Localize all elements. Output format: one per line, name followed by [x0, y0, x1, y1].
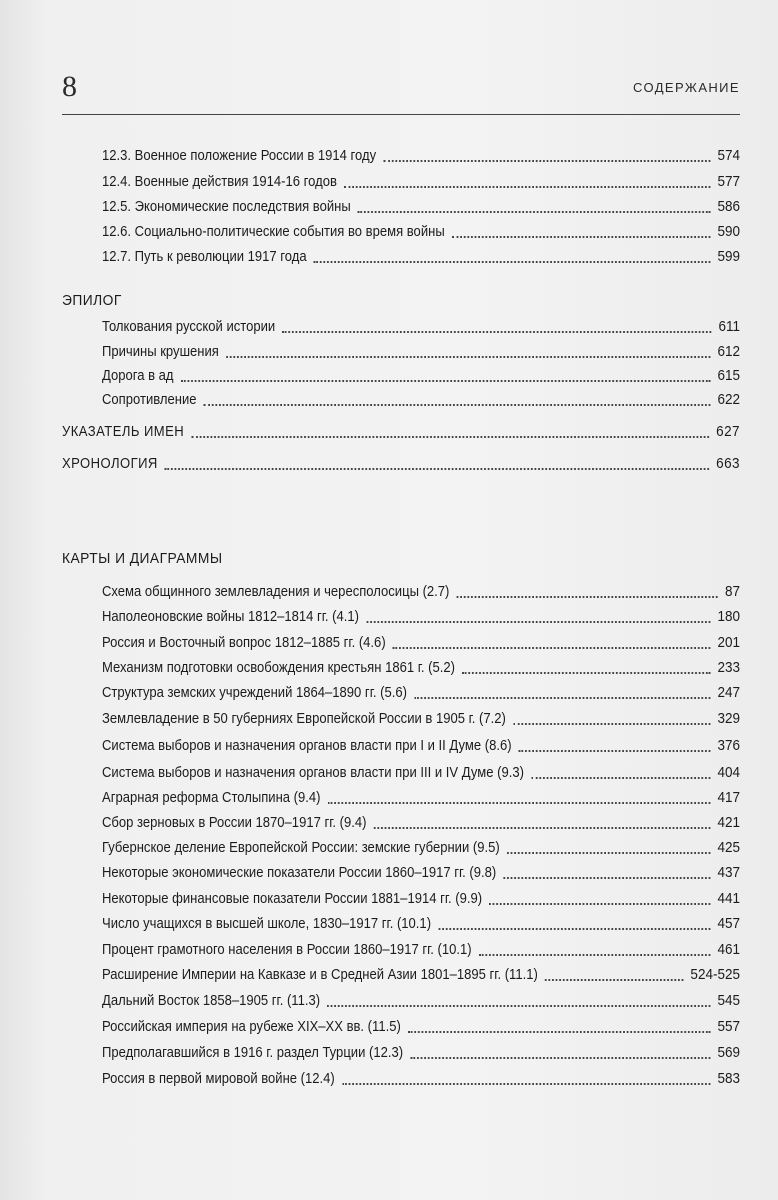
- leader-dots: [165, 468, 709, 470]
- epilogue-heading: ЭПИЛОГ: [62, 292, 122, 309]
- toc-entry[interactable]: 12.3. Военное положение России в 1914 году 574: [102, 144, 740, 168]
- leader-dots: [519, 750, 710, 752]
- leader-dots: [328, 802, 711, 804]
- page-number: 8: [62, 70, 77, 103]
- toc-entry[interactable]: 12.5. Экономические последствия войны 586: [102, 195, 740, 219]
- page-ref: 376: [717, 737, 740, 754]
- leader-dots: [282, 331, 711, 333]
- toc-entry[interactable]: 12.6. Социально-политические события во время войны 590: [102, 220, 740, 244]
- leader-dots: [226, 356, 710, 358]
- toc-entry[interactable]: Расширение Империи на Кавказе и в Средней Азии 1801–1895 гг. (11.1) 524-525: [102, 963, 740, 987]
- toc-entry[interactable]: Некоторые финансовые показатели России 1881–1914 гг. (9.9) 441: [102, 887, 740, 911]
- leader-dots: [393, 647, 710, 649]
- leader-dots: [479, 954, 710, 956]
- toc-entry[interactable]: Механизм подготовки освобождения крестьян 1861 г. (5.2) 233: [102, 656, 740, 680]
- toc-entry-index[interactable]: УКАЗАТЕЛЬ ИМЕН 627: [62, 420, 740, 444]
- leader-dots: [414, 697, 710, 699]
- page-ref: 599: [717, 248, 740, 265]
- page-ref: 457: [717, 915, 740, 932]
- toc-entry[interactable]: Россия и Восточный вопрос 1812–1885 гг. (4.6) 201: [102, 631, 740, 655]
- page-ref: 577: [717, 173, 740, 190]
- page-ref: 201: [717, 634, 740, 651]
- leader-dots: [410, 1057, 710, 1059]
- toc-entry[interactable]: Система выборов и назначения органов власти при III и IV Думе (9.3) 404: [102, 761, 740, 785]
- leader-dots: [327, 1005, 710, 1007]
- page-ref: 417: [717, 789, 740, 806]
- page-ref: 583: [717, 1070, 740, 1087]
- page-ref: 574: [717, 147, 740, 164]
- page-ref: 425: [717, 839, 740, 856]
- leader-dots: [507, 852, 710, 854]
- running-head: СОДЕРЖАНИЕ: [632, 80, 740, 95]
- toc-entry[interactable]: Процент грамотного населения в России 1860–1917 гг. (10.1) 461: [102, 938, 740, 962]
- page-ref: 590: [717, 223, 740, 240]
- toc-entry[interactable]: Причины крушения 612: [102, 340, 740, 364]
- toc-entry[interactable]: Толкования русской истории 611: [102, 315, 740, 339]
- leader-dots: [181, 380, 711, 382]
- toc-entry[interactable]: Россия в первой мировой войне (12.4) 583: [102, 1067, 740, 1091]
- page-header: [62, 60, 740, 118]
- page-ref: 180: [717, 608, 740, 625]
- toc-entry[interactable]: Губернское деление Европейской России: земские губернии (9.5) 425: [102, 836, 740, 860]
- toc-entry[interactable]: Система выборов и назначения органов власти при I и II Думе (8.6) 376: [102, 734, 740, 758]
- leader-dots: [531, 777, 710, 779]
- leader-dots: [344, 186, 710, 188]
- toc-entry[interactable]: 12.7. Путь к революции 1917 года 599: [102, 245, 740, 269]
- header-rule: [62, 114, 740, 115]
- leader-dots: [513, 723, 710, 725]
- page-ref: 622: [717, 391, 740, 408]
- leader-dots: [204, 404, 711, 406]
- page-ref: 545: [717, 992, 740, 1009]
- page-ref: 233: [717, 659, 740, 676]
- toc-entry[interactable]: 12.4. Военные действия 1914-16 годов 577: [102, 170, 740, 194]
- leader-dots: [452, 236, 710, 238]
- page-ref: 586: [717, 198, 740, 215]
- toc-entry[interactable]: Сопротивление 622: [102, 388, 740, 412]
- page-ref: 461: [717, 941, 740, 958]
- leader-dots: [438, 928, 710, 930]
- page-ref: 404: [717, 764, 740, 781]
- toc-entry[interactable]: Схема общинного землевладения и чересполосицы (2.7) 87: [102, 580, 740, 604]
- toc-entry[interactable]: Структура земских учреждений 1864–1890 гг. (5.6) 247: [102, 681, 740, 705]
- leader-dots: [374, 827, 711, 829]
- page-ref: 612: [717, 343, 740, 360]
- page-ref: 437: [717, 864, 740, 881]
- page-ref: 611: [718, 318, 740, 335]
- page-ref: 329: [717, 710, 740, 727]
- page-ref: 663: [716, 455, 740, 472]
- page-ref: 615: [717, 367, 740, 384]
- page-ref: 627: [716, 423, 740, 440]
- leader-dots: [462, 672, 710, 674]
- page-ref: 421: [717, 814, 740, 831]
- toc-entry[interactable]: Наполеоновские войны 1812–1814 гг. (4.1) 180: [102, 605, 740, 629]
- toc-entry[interactable]: Аграрная реформа Столыпина (9.4) 417: [102, 786, 740, 810]
- leader-dots: [314, 261, 710, 263]
- toc-entry[interactable]: Некоторые экономические показатели России 1860–1917 гг. (9.8) 437: [102, 861, 740, 885]
- leader-dots: [191, 436, 709, 438]
- leader-dots: [408, 1031, 710, 1033]
- leader-dots: [489, 903, 710, 905]
- toc-entry-chronology[interactable]: ХРОНОЛОГИЯ 663: [62, 452, 740, 476]
- leader-dots: [503, 877, 710, 879]
- toc-entry[interactable]: Число учащихся в высшей школе, 1830–1917 гг. (10.1) 457: [102, 912, 740, 936]
- toc-entry[interactable]: Дальний Восток 1858–1905 гг. (11.3) 545: [102, 989, 740, 1013]
- toc-entry[interactable]: Предполагавшийся в 1916 г. раздел Турции (12.3) 569: [102, 1041, 740, 1065]
- page-ref: 441: [717, 890, 740, 907]
- toc-entry[interactable]: Сбор зерновых в России 1870–1917 гг. (9.4) 421: [102, 811, 740, 835]
- page-ref: 87: [724, 583, 740, 600]
- toc-entry[interactable]: Российская империя на рубеже XIX–XX вв. (11.5) 557: [102, 1015, 740, 1039]
- maps-heading: КАРТЫ И ДИАГРАММЫ: [62, 550, 223, 567]
- leader-dots: [342, 1083, 710, 1085]
- page-ref: 524-525: [690, 966, 740, 983]
- leader-dots: [366, 621, 710, 623]
- page-ref: 557: [717, 1018, 740, 1035]
- toc-entry[interactable]: Землевладение в 50 губерниях Европейской России в 1905 г. (7.2) 329: [102, 707, 740, 731]
- toc-entry[interactable]: Дорога в ад 615: [102, 364, 740, 388]
- leader-dots: [383, 160, 710, 162]
- leader-dots: [457, 596, 718, 598]
- page-ref: 569: [717, 1044, 740, 1061]
- leader-dots: [358, 211, 710, 213]
- page-ref: 247: [717, 684, 740, 701]
- leader-dots: [545, 979, 683, 981]
